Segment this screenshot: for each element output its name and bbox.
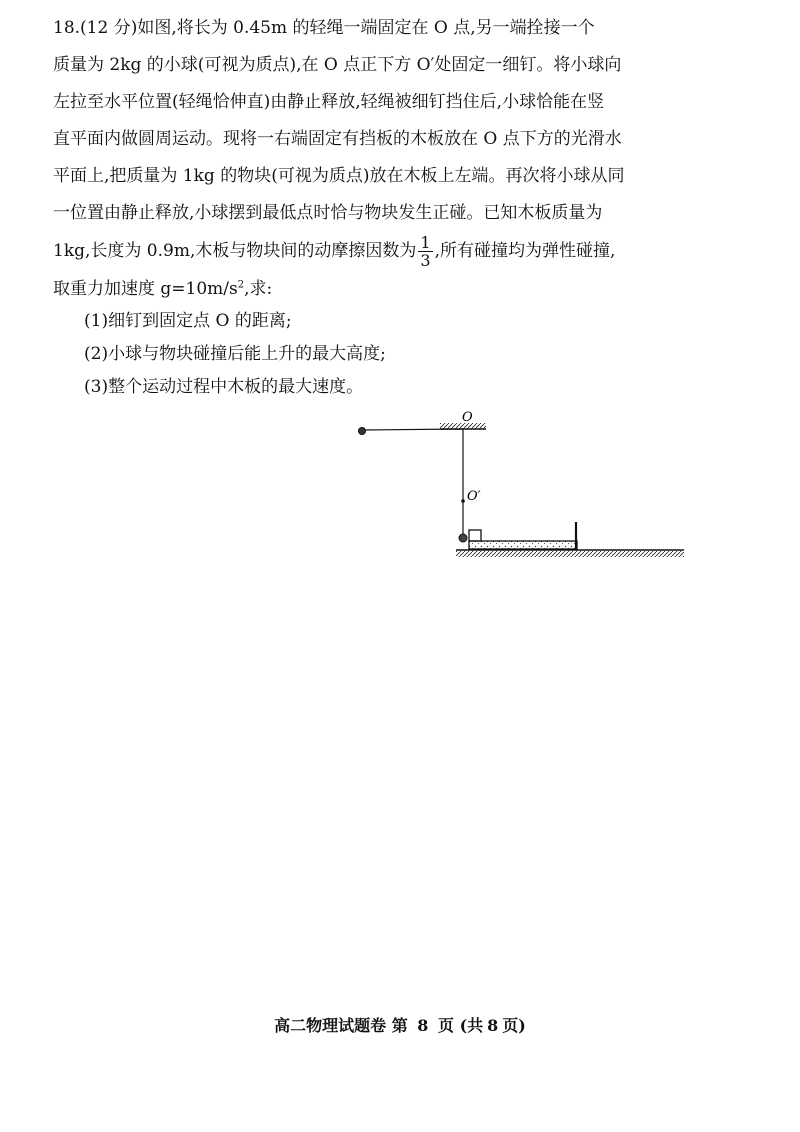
- question-line-2: 质量为 2kg 的小球(可视为质点),在 O 点正下方 O′处固定一细钉。将小球向: [53, 55, 622, 75]
- exponent: 2: [237, 279, 245, 291]
- footer-page-number: 8: [417, 1016, 429, 1035]
- footer-end: 页): [502, 1016, 526, 1035]
- line8-text-after: ,求:: [244, 279, 273, 299]
- sub-question-1: (1)细钉到固定点 O 的距离;: [84, 311, 292, 331]
- horizontal-rope: [364, 429, 463, 430]
- page-footer: [0, 1015, 800, 1037]
- nail-O-prime: [461, 499, 465, 503]
- ball-lowest-position: [459, 534, 467, 542]
- ball-start-position: [359, 428, 366, 435]
- footer-middle: 页 (共: [438, 1016, 484, 1035]
- label-O: O: [462, 410, 473, 425]
- question-line-6: 一位置由静止释放,小球摆到最低点时恰与物块发生正碰。已知木板质量为: [53, 203, 603, 223]
- block: [469, 530, 481, 541]
- question-line-1: 18.(12 分)如图,将长为 0.45m 的轻绳一端固定在 O 点,另一端拴接一个: [53, 18, 595, 38]
- line7-text-before: 1kg,长度为 0.9m,木板与物块间的动摩擦因数为: [53, 241, 417, 261]
- sub-question-2: (2)小球与物块碰撞后能上升的最大高度;: [84, 344, 386, 364]
- question-line-4: 直平面内做圆周运动。现将一右端固定有挡板的木板放在 O 点下方的光滑水: [53, 129, 622, 149]
- question-line-5: 平面上,把质量为 1kg 的物块(可视为质点)放在木板上左端。再次将小球从同: [53, 166, 625, 186]
- ground-hatch: [456, 551, 684, 557]
- line8-text-before: 取重力加速度 g=10m/s: [53, 279, 238, 299]
- label-O-prime: O′: [467, 489, 481, 504]
- fraction-numerator: 1: [420, 233, 431, 252]
- fraction-denominator: 3: [420, 251, 431, 270]
- wooden-board: [469, 541, 577, 549]
- question-line-3: 左拉至水平位置(轻绳恰伸直)由静止释放,轻绳被细钉挡住后,小球恰能在竖: [53, 92, 605, 112]
- line7-text-after: ,所有碰撞均为弹性碰撞,: [434, 241, 616, 261]
- footer-total-pages: 8: [487, 1016, 499, 1035]
- sub-question-3: (3)整个运动过程中木板的最大速度。: [84, 377, 364, 397]
- footer-title: 高二物理试题卷 第: [274, 1016, 408, 1035]
